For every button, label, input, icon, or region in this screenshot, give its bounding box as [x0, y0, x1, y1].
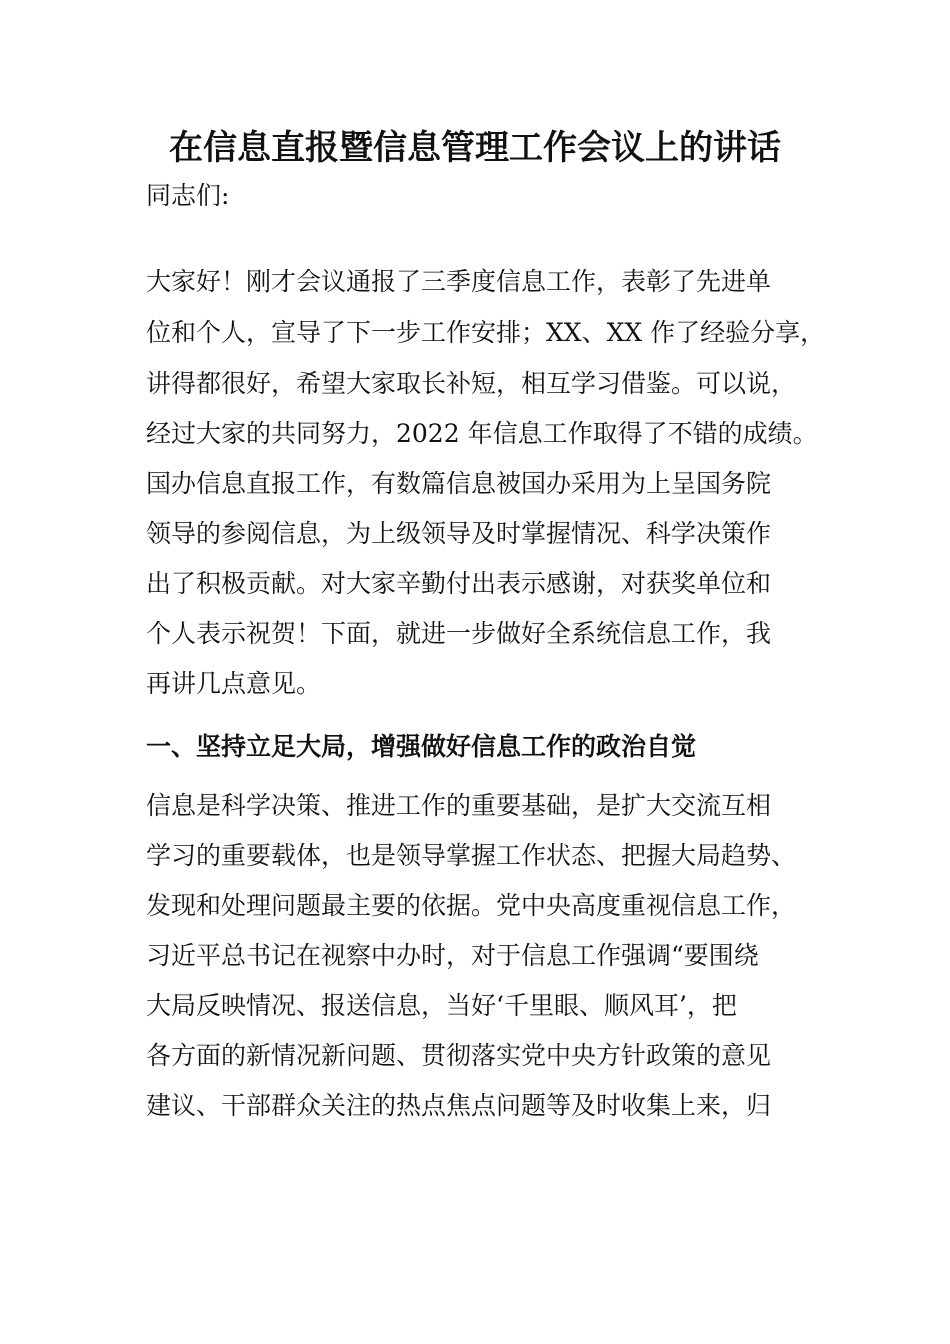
paragraph-line: 经过大家的共同努力，2022 年信息工作取得了不错的成绩。 — [146, 419, 818, 448]
paragraph-line: 大家好！刚才会议通报了三季度信息工作，表彰了先进单 — [146, 267, 772, 296]
paragraph-line: 出了积极贡献。对大家辛勤付出表示感谢，对获奖单位和 — [146, 569, 772, 598]
salutation: 同志们: — [146, 181, 230, 210]
paragraph-line: 各方面的新情况新问题、贯彻落实党中央方针政策的意见 — [146, 1041, 772, 1070]
paragraph-line: 习近平总书记在视察中办时，对于信息工作强调“要围绕 — [146, 941, 759, 970]
paragraph-line: 位和个人，宣导了下一步工作安排；XX、XX 作了经验分享， — [146, 318, 826, 347]
paragraph-line: 大局反映情况、报送信息，当好‘千里眼、顺风耳’，把 — [146, 991, 737, 1020]
section-heading: 一、坚持立足大局，增强做好信息工作的政治自觉 — [146, 732, 697, 761]
document-title: 在信息直报暨信息管理工作会议上的讲话 — [169, 128, 781, 168]
paragraph-line: 再讲几点意见。 — [146, 669, 322, 698]
paragraph-line: 学习的重要载体，也是领导掌握工作状态、把握大局趋势、 — [146, 841, 797, 870]
paragraph-line: 国办信息直报工作，有数篇信息被国办采用为上呈国务院 — [146, 469, 772, 498]
paragraph-line: 发现和处理问题最主要的依据。党中央高度重视信息工作， — [146, 891, 797, 920]
paragraph-line: 信息是科学决策、推进工作的重要基础，是扩大交流互相 — [146, 791, 772, 820]
paragraph-line: 个人表示祝贺！下面，就进一步做好全系统信息工作，我 — [146, 619, 772, 648]
paragraph-line: 讲得都很好，希望大家取长补短，相互学习借鉴。可以说， — [146, 369, 797, 398]
paragraph-line: 建议、干部群众关注的热点焦点问题等及时收集上来，归 — [146, 1091, 772, 1120]
paragraph-line: 领导的参阅信息，为上级领导及时掌握情况、科学决策作 — [146, 519, 772, 548]
